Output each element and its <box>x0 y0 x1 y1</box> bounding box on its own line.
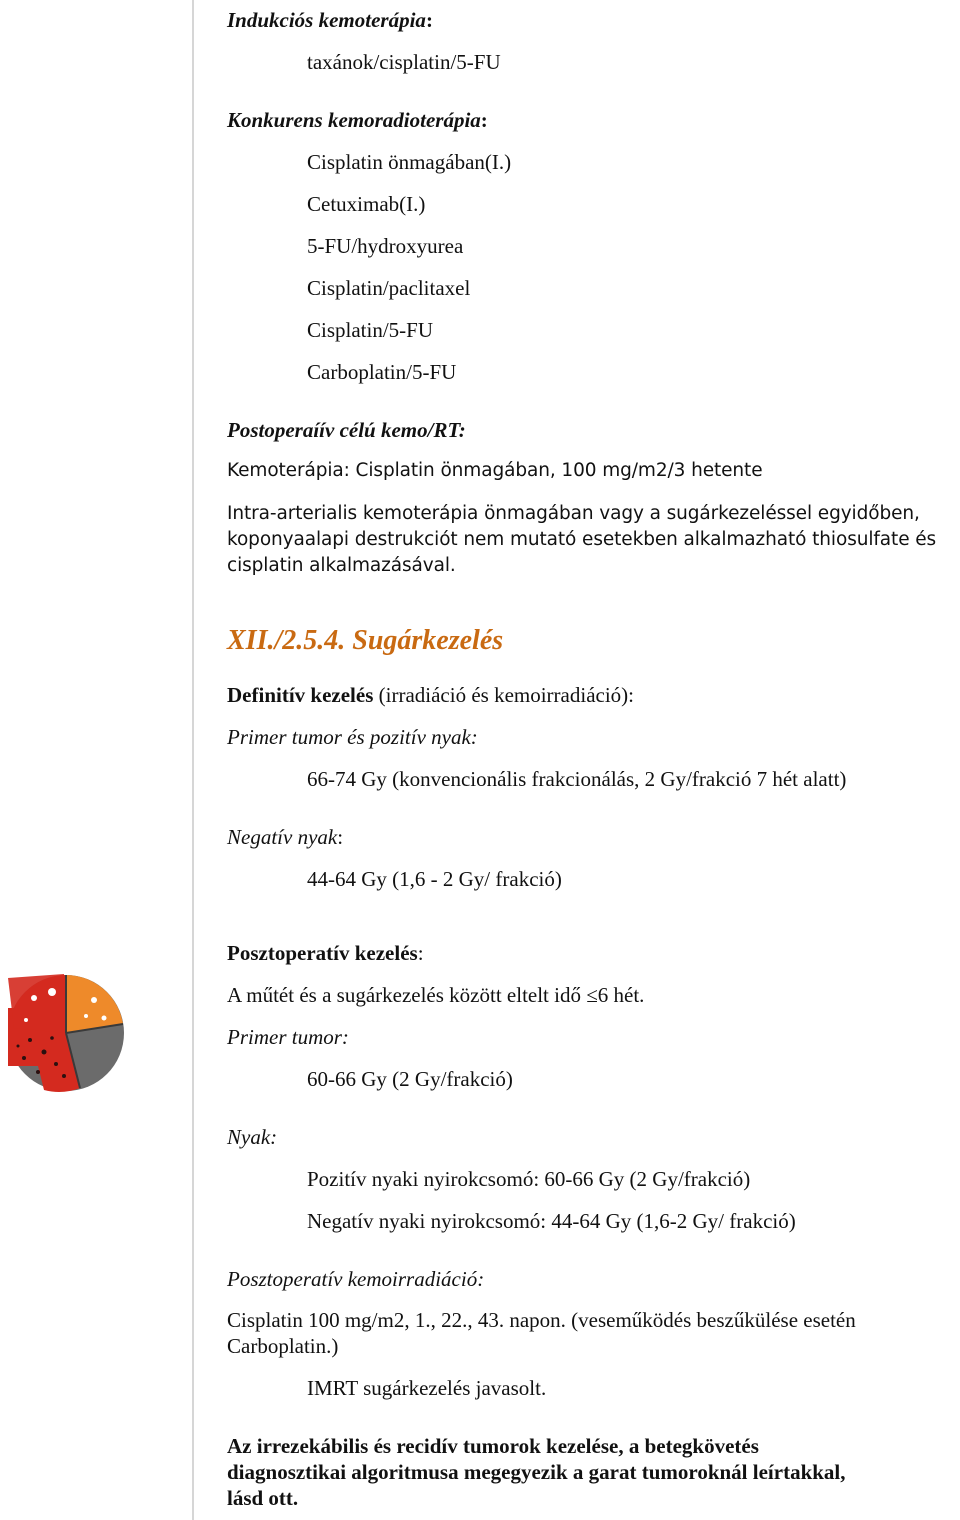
postop-chemo-title: Postoperaíív célú kemo/RT: <box>227 418 466 442</box>
concurrent-item: 5-FU/hydroxyurea <box>307 234 464 258</box>
induction-regimen: taxánok/cisplatin/5-FU <box>307 50 501 74</box>
concurrent-item: Cisplatin/5-FU <box>307 318 434 342</box>
concurrent-item: Cetuximab(I.) <box>307 192 426 216</box>
less-equal-symbol: ≤ <box>586 983 598 1007</box>
definitive-negative-label: Negatív nyak: <box>227 825 344 849</box>
postop-chemorad-line: Cisplatin 100 mg/m2, 1., 22., 43. napon. (veseműködés beszűkülése esetén <box>227 1308 856 1332</box>
definitive-primary-label: Primer tumor és pozitív nyak: <box>227 725 478 749</box>
postop-chemo-para-line: koponyaalapi destrukciót nem mutató esetekben alkalmazható thiosulfate és <box>227 529 937 550</box>
postop-primary-label: Primer tumor: <box>227 1025 349 1049</box>
postop-neck-positive: Pozitív nyaki nyirokcsomó: 60-66 Gy (2 Gy/frakció) <box>307 1167 751 1191</box>
postop-neck-negative: Negatív nyaki nyirokcsomó: 44-64 Gy (1,6-2 Gy/ frakció) <box>307 1209 796 1233</box>
postop-neck-label: Nyak: <box>227 1125 278 1149</box>
postop-chemo-line: Kemoterápia: Cisplatin önmagában, 100 mg/m2/3 hetente <box>227 460 763 481</box>
postop-interval: A műtét és a sugárkezelés között eltelt idő ≤6 hét. <box>227 983 645 1007</box>
margin-rule <box>192 0 194 1520</box>
postop-chemorad-line: Carboplatin.) <box>227 1334 339 1358</box>
postop-title: Posztoperatív kezelés: <box>227 941 424 965</box>
concurrent-item: Carboplatin/5-FU <box>307 360 457 384</box>
concurrent-item: Cisplatin/paclitaxel <box>307 276 471 300</box>
closing-note-line: lásd ott. <box>227 1486 299 1510</box>
concurrent-title: Konkurens kemoradioterápia: <box>227 108 488 132</box>
section-heading: XII./2.5.4. Sugárkezelés <box>227 625 504 656</box>
closing-note-line: diagnosztikai algoritmusa megegyezik a garat tumoroknál leírtakkal, <box>227 1460 846 1484</box>
concurrent-item: Cisplatin önmagában(I.) <box>307 150 512 174</box>
closing-note-line: Az irrezekábilis és recidív tumorok kezelése, a betegkövetés <box>227 1434 759 1458</box>
postop-chemorad-label: Posztoperatív kemoirradiáció: <box>227 1267 485 1291</box>
definitive-title: Definitív kezelés (irradiáció és kemoirradiáció): <box>227 683 634 707</box>
induction-title: Indukciós kemoterápia: <box>227 8 433 32</box>
radiation-therapy-icon <box>4 968 128 1096</box>
definitive-negative-dose: 44-64 Gy (1,6 - 2 Gy/ frakció) <box>307 867 562 891</box>
postop-chemo-para-line: cisplatin alkalmazásával. <box>227 555 456 576</box>
postop-chemo-para-line: Intra-arterialis kemoterápia önmagában vagy a sugárkezeléssel egyidőben, <box>227 503 920 524</box>
definitive-primary-dose: 66-74 Gy (konvencionális frakcionálás, 2 Gy/frakció 7 hét alatt) <box>307 767 847 791</box>
imrt-recommendation: IMRT sugárkezelés javasolt. <box>307 1376 547 1400</box>
postop-primary-dose: 60-66 Gy (2 Gy/frakció) <box>307 1067 513 1091</box>
